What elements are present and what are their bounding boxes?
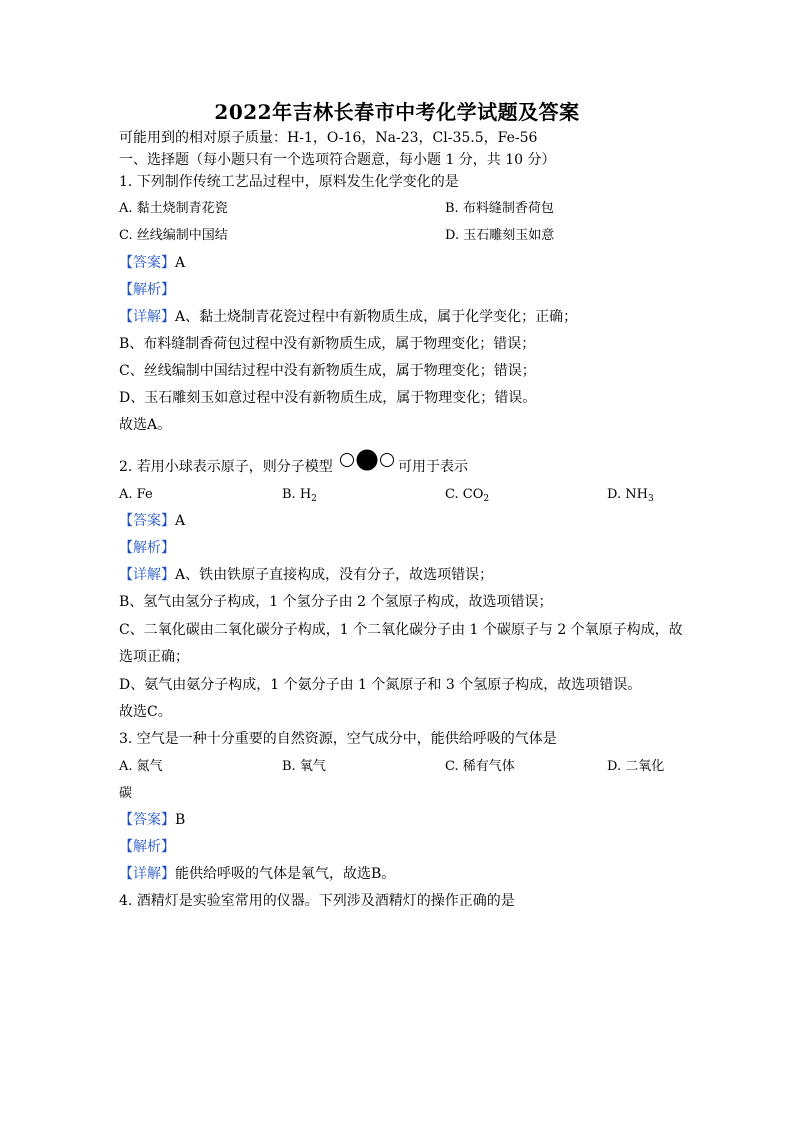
detail-label: 【详解】 — [119, 309, 175, 325]
q2-detail-line: 选项正确； — [119, 649, 189, 665]
q3-option-c: C. 稀有气体 — [445, 759, 515, 774]
q1-option-a: A. 黏土烧制青花瓷 — [119, 201, 228, 216]
q3-option-d-wrap: 碳 — [119, 786, 133, 801]
small-atom-right — [381, 454, 394, 467]
q2-detail-line: 【详解】A、铁由铁原子直接构成，没有分子，故选项错误； — [119, 567, 494, 583]
q1-option-b: B. 布料缝制香荷包 — [445, 201, 554, 216]
small-atom-left — [341, 454, 354, 467]
q1-detail-line: D、玉石雕刻玉如意过程中没有新物质生成，属于物理变化；错误。 — [119, 390, 537, 406]
answer-label: 【答案】 — [119, 255, 175, 271]
q2-analysis-label: 【解析】 — [119, 540, 175, 556]
q2-option-b: B. $H_2$ — [282, 487, 317, 504]
question-2-stem: 2. 若用小球表示原子，则分子模型 — [119, 459, 333, 475]
q2-detail-line: B、氢气由氢分子构成，1 个氢分子由 2 个氢原子构成，故选项错误； — [119, 594, 553, 610]
q1-detail-line: C、丝线编制中国结过程中没有新物质生成，属于物理变化；错误； — [119, 363, 536, 379]
answer-value: A — [175, 513, 186, 529]
q3-detail-line: 【详解】能供给呼吸的气体是氧气，故选B。 — [119, 866, 396, 882]
section-heading: 一、选择题（每小题只有一个选项符合题意，每小题 1 分，共 10 分） — [119, 152, 556, 168]
page-title: 2022年吉林长春市中考化学试题及答案 — [214, 100, 580, 124]
detail-label: 【详解】 — [119, 567, 175, 583]
q3-option-a: A. 氮气 — [119, 759, 163, 774]
q1-analysis-label: 【解析】 — [119, 282, 175, 298]
q2-answer — [119, 511, 185, 531]
large-atom-center — [357, 450, 378, 471]
question-2-stem-end: 可用于表示 — [398, 459, 468, 475]
q2-option-a: A. Fe — [119, 487, 153, 502]
question-4-stem: 4. 酒精灯是实验室常用的仪器。下列涉及酒精灯的操作正确的是 — [119, 893, 515, 909]
answer-label: 【答案】 — [119, 812, 175, 828]
molecule-model-image — [339, 449, 395, 471]
q2-detail-line: C、二氧化碳由二氧化碳分子构成，1 个二氧化碳分子由 1 个碳原子与 2 个氧原子构成，故 — [119, 622, 683, 638]
q1-conclusion: 故选A。 — [119, 417, 172, 433]
atomic-masses-note: 可能用到的相对原子质量：H-1，O-16，Na-23，Cl-35.5，Fe-56 — [119, 130, 538, 146]
question-1-stem: 1. 下列制作传统工艺品过程中，原料发生化学变化的是 — [119, 174, 459, 190]
q1-answer — [119, 253, 185, 273]
q3-option-d: D. 二氧化 — [607, 759, 665, 774]
q1-option-c: C. 丝线编制中国结 — [119, 228, 228, 243]
q2-detail-line: D、氨气由氨分子构成，1 个氨分子由 1 个氮原子和 3 个氢原子构成，故选项错误。 — [119, 677, 642, 693]
q3-option-b: B. 氧气 — [282, 759, 326, 774]
question-3-stem: 3. 空气是一种十分重要的自然资源，空气成分中，能供给呼吸的气体是 — [119, 731, 557, 747]
q1-detail-line: B、布料缝制香荷包过程中没有新物质生成，属于物理变化；错误； — [119, 336, 536, 352]
q1-detail-line: 【详解】A、黏土烧制青花瓷过程中有新物质生成，属于化学变化；正确； — [119, 309, 578, 325]
q2-option-d: D. $NH_3$ — [607, 487, 654, 504]
q1-option-d: D. 玉石雕刻玉如意 — [445, 228, 555, 243]
answer-value: B — [175, 812, 186, 828]
answer-label: 【答案】 — [119, 513, 175, 529]
answer-value: A — [175, 255, 186, 271]
q3-answer — [119, 810, 185, 830]
q3-analysis-label: 【解析】 — [119, 839, 175, 855]
detail-label: 【详解】 — [119, 866, 175, 882]
q2-option-c: C. $CO_2$ — [445, 487, 490, 504]
q2-conclusion: 故选C。 — [119, 704, 172, 720]
